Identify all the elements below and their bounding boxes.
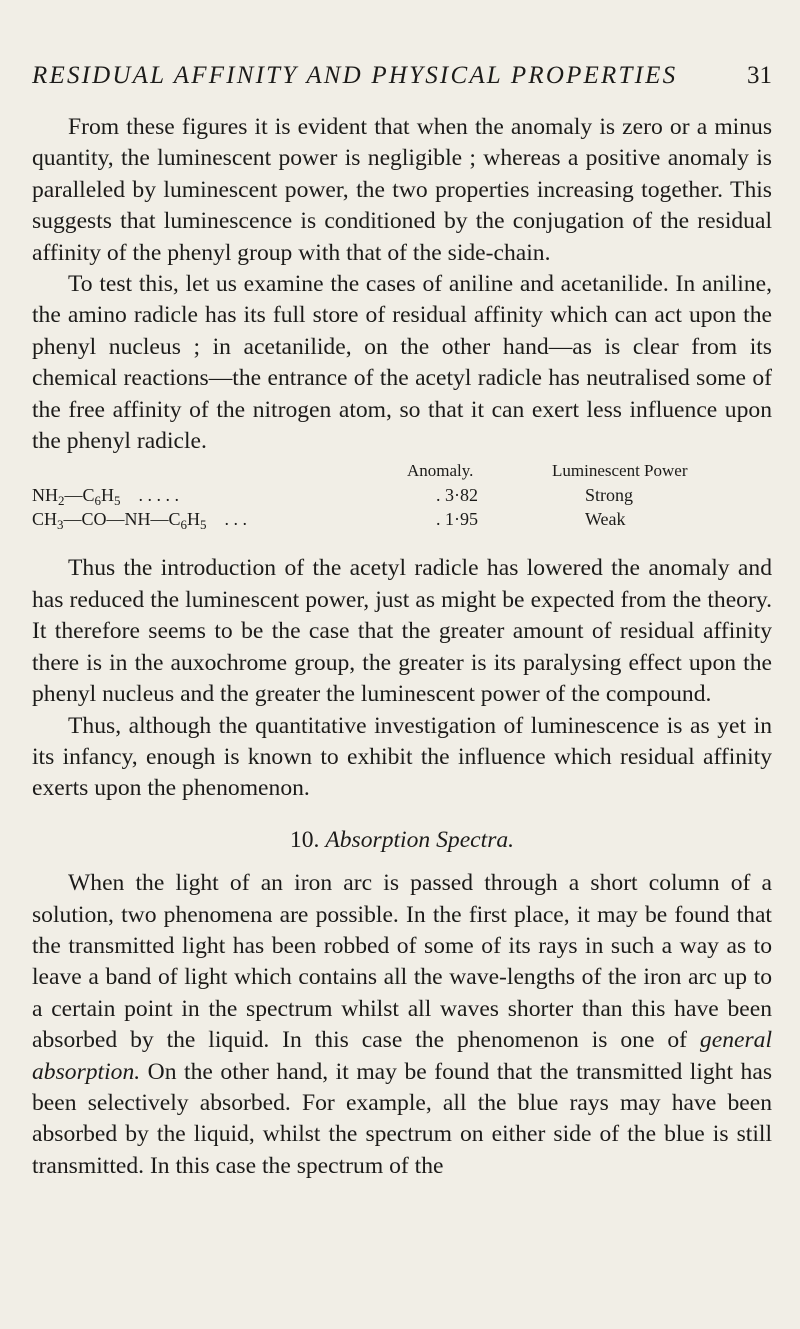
page-number: 31 <box>747 62 772 89</box>
body-text <box>32 112 772 1182</box>
section-title: Absorption Spectra. <box>325 826 515 853</box>
running-head <box>32 62 772 90</box>
luminescent-power-value: Weak <box>585 509 626 530</box>
emphasized-term: general absorption. <box>32 1027 772 1085</box>
paragraph-3: Thus the introduction of the acetyl radicle has lowered the anomaly and has reduced the luminescent power, just as might be expected from the theory. It therefore seems to be the case that the greater amount of residual affinity there is in the auxochrome group, the greater is its paralysing effect upon the phenyl nucleus and the greater the luminescent power of the compound. <box>32 555 772 708</box>
section-heading <box>32 825 772 856</box>
column-header-anomaly: Anomaly. <box>407 461 474 481</box>
paragraph-2: To test this, let us examine the cases of aniline and acetanilide. In aniline, the amino radicle has its full store of residual affinity which can act upon the phenyl nucleus ; in acetanilide, on the other hand—as is clear from its chemical reactions—the entrance of the acetyl radicle has neutralised some of the free affinity of the nitrogen atom, so that it can exert less influence upon the phenyl radicle. <box>32 271 772 455</box>
section-number: 10. <box>289 826 320 853</box>
anomaly-value: . 3·82 <box>436 485 478 506</box>
column-header-luminescent-power: Luminescent Power <box>552 461 688 481</box>
luminescent-power-value: Strong <box>585 485 634 506</box>
formula-aniline: $NH_2—C_6H_5$ . . . . . <box>32 485 180 509</box>
paragraph-4: Thus, although the quantitative investigation of luminescence is as yet in its infancy, enough is known to exhibit the influence which residual affinity exerts upon the phenomenon. <box>32 712 772 802</box>
paragraph-1: From these figures it is evident that when the anomaly is zero or a minus quantity, the luminescent power is negligible ; whereas a positive anomaly is paralleled by luminescent power, the two properties increasing together. This suggests that luminescence is conditioned by the conjugation of the residual affinity of the phenyl group with that of the side-chain. <box>32 114 772 266</box>
anomaly-value: . 1·95 <box>436 509 478 530</box>
running-head-title: RESIDUAL AFFINITY AND PHYSICAL PROPERTIES <box>32 62 678 89</box>
paragraph-5: When the light of an iron arc is passed through a short column of a solution, two phenomena are possible. In the first place, it may be found that the transmitted light has been robbed of some of its rays in such a way as to leave a band of light which contains all the wave-lengths of the iron arc up to a certain point in the spectrum whilst all waves shorter than this have been absorbed by the liquid. In this case the phenomenon is one of general absorption. On the other hand, it may be found that the transmitted light has been selectively absorbed. For example, all the blue rays may have been absorbed by the liquid, whilst the spectrum on either side of the blue is still transmitted. In this case the spectrum of the <box>32 870 772 1179</box>
anomaly-table <box>32 457 772 553</box>
formula-acetanilide: $CH_3—CO—NH—C_6H_5$ . . . <box>32 509 248 533</box>
